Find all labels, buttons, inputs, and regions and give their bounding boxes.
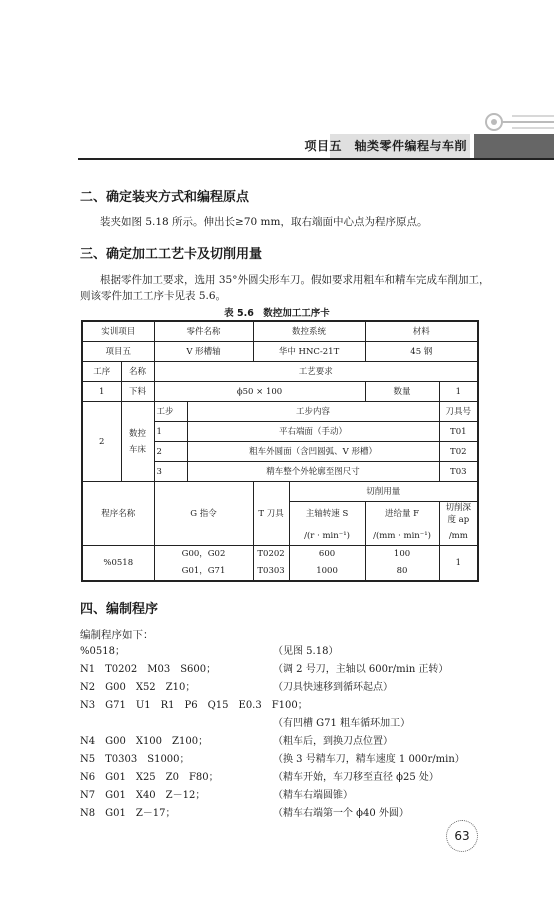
table-cell: 工步 [154,402,187,422]
program-line [80,643,465,661]
table-cell: T02 [439,442,478,462]
table-cell: 主轴转速 S [289,502,365,527]
section4-heading: 四、编制程序 [80,602,159,617]
table-cell: T01 [439,422,478,442]
table-cell: 1 [154,422,187,442]
table-cell: 零件名称 [154,321,253,342]
table-cell: 80 [365,563,439,581]
program-listing [80,643,465,823]
program-command [80,715,273,733]
program-line [80,805,465,823]
table-cell: T03 [439,462,478,482]
table-cell: 进给量 F [365,502,439,527]
program-command: N8 G01 Z－17； [80,808,176,819]
table-cell: 1 [439,546,478,582]
table-caption: 表 5.6 数控加工工序卡 [224,308,330,319]
table-cell: 实训项目 [82,321,154,342]
table-cell: 切削深度 ap [439,502,478,527]
program-line [80,733,465,751]
section2-text: 装夹如图 5.18 所示。伸出长≥70 mm，取右端面中心点为程序原点。 [100,216,428,228]
program-command: N7 G01 X40 Z－12； [80,790,206,801]
table-cell: 600 [289,546,365,563]
table-cell: 材料 [365,321,478,342]
program-command: N4 G00 X100 Z100； [80,736,209,747]
program-comment: （刀具快速移到循环起点） [273,682,393,693]
table-cell: 1000 [289,563,365,581]
table-cell: /(mm · min⁻¹) [365,526,439,546]
table-cell: T0303 [253,563,289,581]
table-cell: 数量 [365,382,439,402]
table-cell: G00，G02 [154,546,253,563]
table-cell: 刀具号 [439,402,478,422]
table-cell: V 形槽轴 [154,342,253,362]
section4-intro: 编制程序如下： [80,629,154,641]
table-cell: 下料 [121,382,154,402]
table-row [82,546,478,563]
program-comment: （有凹槽 G71 粗车循环加工） [273,718,411,729]
table-cell: 工序 [82,362,121,382]
section2-heading: 二、确定装夹方式和编程原点 [80,190,250,205]
table-cell: T 刀具 [253,482,289,546]
table-cell: 华中 HNC-21T [253,342,365,362]
program-line [80,697,465,715]
table-cell: 1 [82,382,121,402]
header-title: 项目五 轴类零件编程与车削 [304,139,467,153]
program-comment: （调 2 号刀，主轴以 600r/min 正转） [273,664,449,675]
header-tab [474,134,554,158]
table-cell: 100 [365,546,439,563]
section3-heading: 三、确定加工工艺卡及切削用量 [80,247,263,262]
table-row [82,482,478,502]
program-command: N3 G71 U1 R1 P6 Q15 E0.3 F100； [80,700,308,711]
table-cell: %0518 [82,546,154,582]
program-command: N6 G01 X25 Z0 F80； [80,772,219,783]
table-row [82,321,478,342]
table-row [82,402,478,422]
table-cell: ϕ50 × 100 [154,382,365,402]
table-cell: 2 [82,402,121,482]
table-cell: T0202 [253,546,289,563]
table-cell: 3 [154,462,187,482]
table-cell: 切削用量 [289,482,478,502]
page-number: 63 [446,820,478,852]
table-cell: /(r · min⁻¹) [289,526,365,546]
table-cell: 2 [154,442,187,462]
program-command: %0518； [80,646,125,657]
program-comment: （精车右端圆锥） [273,790,353,801]
table-cell: /mm [439,526,478,546]
program-line [80,787,465,805]
program-comment: （换 3 号精车刀，精车速度 1 000r/min） [273,754,465,765]
program-line [80,769,465,787]
table-cell [121,402,154,482]
program-comment: （粗车后，到换刀点位置） [273,736,393,747]
program-command: N2 G00 X52 Z10； [80,682,196,693]
program-line [80,661,465,679]
table-cell: 45 钢 [365,342,478,362]
process-card-table [81,320,479,582]
table-cell: 项目五 [82,342,154,362]
table-row [82,342,478,362]
program-command: N1 T0202 M03 S600； [80,664,217,675]
program-comment: （见图 5.18） [273,646,339,657]
table-row [82,362,478,382]
table-cell: G 指令 [154,482,253,546]
program-command: N5 T0303 S1000； [80,754,190,765]
table-cell: 工步内容 [187,402,439,422]
table-cell: 数控系统 [253,321,365,342]
table-cell: 名称 [121,362,154,382]
program-line [80,751,465,769]
program-line [80,679,465,697]
table-cell: G01，G71 [154,563,253,581]
program-comment: （精车右端第一个 ϕ40 外圆） [273,808,409,819]
table-cell: 粗车外圆面（含凹圆弧、V 形槽） [187,442,439,462]
program-comment: （精车开始，车刀移至直径 ϕ25 处） [273,772,439,783]
section3-text-line1: 根据零件加工要求，选用 35°外圆尖形车刀。假如要求用粗车和精车完成车削加工， [100,274,490,286]
step-name-text: 数控车床 [128,428,146,455]
table-cell: 精车整个外轮廓至图尺寸 [187,462,439,482]
table-cell: 平右端面（手动） [187,422,439,442]
program-line [80,715,465,733]
section3-text-line2: 则该零件加工工序卡见表 5.6。 [80,290,227,302]
table-cell: 1 [439,382,478,402]
table-row [82,382,478,402]
table-cell: 程序名称 [82,482,154,546]
table-cell: 工艺要求 [154,362,478,382]
